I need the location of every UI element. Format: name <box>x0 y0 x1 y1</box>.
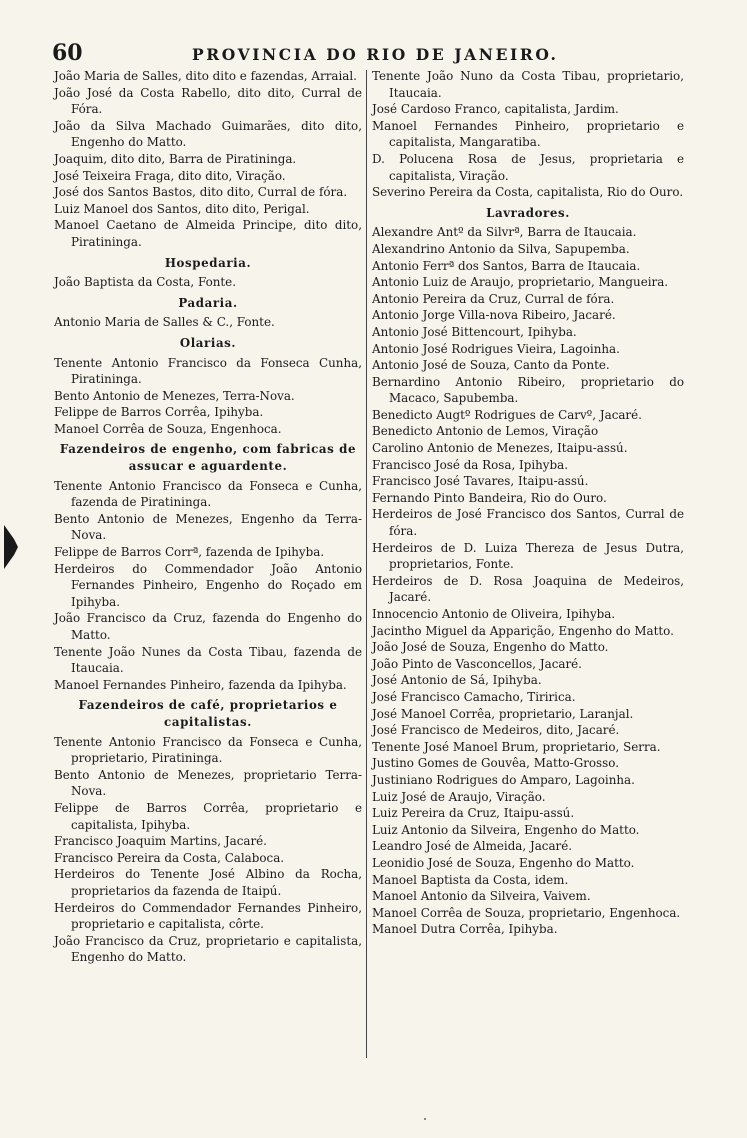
list-item: Carolino Antonio de Menezes, Itaipu-assú. <box>372 441 628 456</box>
ink-bleed-mark <box>4 525 18 569</box>
list-item: Manoel Fernandes Pinheiro, proprietario e capitalista, Mangaratiba. <box>372 118 684 150</box>
list-item: João José da Costa Rabello, dito dito, Curral de Fóra. <box>54 85 362 117</box>
list-item: João Baptista da Costa, Fonte. <box>54 275 236 290</box>
list-item: José Antonio de Sá, Ipihyba. <box>372 673 542 688</box>
list-item: João Maria de Salles, dito dito e fazendas, Arraial. <box>54 69 357 83</box>
list-item: Manoel Corrêa de Souza, Engenhoca. <box>54 421 282 436</box>
right-column <box>372 68 684 938</box>
list-item: Herdeiros do Commendador João Antonio Fernandes Pinheiro, Engenho do Roçado em Ipihyba. <box>54 561 362 609</box>
list-item: Bento Antonio de Menezes, Engenho da Terra-Nova. <box>54 511 362 543</box>
list-item: Francisco José Tavares, Itaipu-assú. <box>372 474 589 489</box>
list-item: Luiz Manoel dos Santos, dito dito, Perigal. <box>54 201 310 216</box>
list-item: José Francisco Camacho, Tiririca. <box>372 689 576 704</box>
list-item: Luiz Pereira da Cruz, Itaipu-assú. <box>372 806 575 821</box>
column-divider <box>366 70 367 1058</box>
list-item: Tenente João Nunes da Costa Tibau, fazenda de Itaucaia. <box>54 644 362 676</box>
list-item: Antonio Ferrª dos Santos, Barra de Itaucaia. <box>372 258 641 273</box>
list-item: José Cardoso Franco, capitalista, Jardim. <box>372 102 619 117</box>
list-item: Manoel Corrêa de Souza, proprietario, Engenhoca. <box>372 905 681 920</box>
list-item: José Francisco de Medeiros, dito, Jacaré. <box>372 723 620 738</box>
list-item: Antonio José Bittencourt, Ipihyba. <box>372 324 577 339</box>
list-item: Manoel Baptista da Costa, idem. <box>372 872 569 887</box>
list-item: Herdeiros do Tenente José Albino da Rocha, proprietarios da fazenda de Itaipú. <box>54 867 362 898</box>
page-number: 60 <box>52 40 83 66</box>
list-item: Manoel Caetano de Almeida Principe, dito dito, Piratininga. <box>54 218 362 249</box>
list-item: Alexandrino Antonio da Silva, Sapupemba. <box>372 241 630 256</box>
list-item: João Francisco da Cruz, proprietario e capitalista, Engenho do Matto. <box>54 933 362 965</box>
list-item: Tenente Antonio Francisco da Fonseca e Cunha, fazenda de Piratininga. <box>54 478 362 510</box>
list-item: Leandro José de Almeida, Jacaré. <box>372 839 573 854</box>
list-item: Bento Antonio de Menezes, proprietario Terra-Nova. <box>54 767 362 799</box>
list-item: Severino Pereira da Costa, capitalista, Rio do Ouro. <box>372 185 684 200</box>
entries-right-continued <box>372 68 684 201</box>
list-item: Francisco Pereira da Costa, Calaboca. <box>54 850 285 865</box>
section-heading-hospedaria: Hospedaria. <box>164 255 252 270</box>
section-heading-olarias: Olarias. <box>179 335 237 350</box>
list-item: Felippe de Barros Corrêa, proprietario e capitalista, Ipihyba. <box>54 800 362 832</box>
left-column <box>54 68 362 966</box>
list-item: Herdeiros do Commendador Fernandes Pinheiro, proprietario e capitalista, côrte. <box>54 900 362 932</box>
list-item: Tenente Antonio Francisco da Fonseca Cunha, Piratininga. <box>54 355 362 387</box>
list-item: Manoel Dutra Corrêa, Ipihyba. <box>372 922 558 937</box>
list-item: João Francisco da Cruz, fazenda do Engenho do Matto. <box>54 611 362 642</box>
lavradores-list <box>372 224 684 938</box>
list-item: Herdeiros de D. Rosa Joaquina de Medeiros, Jacaré. <box>372 573 684 605</box>
list-item: Tenente José Manoel Brum, proprietario, Serra. <box>372 739 661 754</box>
list-item: José Manoel Corrêa, proprietario, Laranjal. <box>372 706 634 721</box>
list-item: Alexandre Antº da Silvrª, Barra de Itaucaia. <box>372 225 637 240</box>
list-item: Fernando Pinto Bandeira, Rio do Ouro. <box>372 490 607 505</box>
list-item: Antonio José Rodrigues Vieira, Lagoinha. <box>372 341 620 356</box>
list-item: Herdeiros de José Francisco dos Santos, Curral de fóra. <box>372 507 684 539</box>
running-title: PROVINCIA DO RIO DE JANEIRO. <box>192 45 559 64</box>
list-item: João Pinto de Vasconcellos, Jacaré. <box>372 656 582 671</box>
list-item: Benedicto Antonio de Lemos, Viração <box>372 424 599 439</box>
list-item: Manoel Fernandes Pinheiro, fazenda da Ipihyba. <box>54 677 347 692</box>
list-item: José Teixeira Fraga, dito dito, Viração. <box>54 168 286 183</box>
list-item: Tenente Antonio Francisco da Fonseca e Cunha, proprietario, Piratininga. <box>54 734 362 766</box>
list-item: Herdeiros de D. Luiza Thereza de Jesus Dutra, proprietarios, Fonte. <box>372 540 684 572</box>
section-heading-engenho: Fazendeiros de engenho, com fabricas de assucar e aguardente. <box>59 442 357 474</box>
list-item: Manoel Antonio da Silveira, Vaivem. <box>372 889 591 904</box>
list-item: D. Polucena Rosa de Jesus, proprietaria e capitalista, Viração. <box>372 151 684 183</box>
list-item: João da Silva Machado Guimarães, dito dito, Engenho do Matto. <box>54 118 362 150</box>
list-item: Bento Antonio de Menezes, Terra-Nova. <box>54 388 295 403</box>
list-item: Joaquim, dito dito, Barra de Piratininga. <box>54 151 297 166</box>
list-item: Justino Gomes de Gouvêa, Matto-Grosso. <box>372 756 619 771</box>
list-item: Bernardino Antonio Ribeiro, proprietario do Macaco, Sapubemba. <box>372 374 684 406</box>
list-item: Felippe de Barros Corrêa, Ipihyba. <box>54 405 264 420</box>
list-item: Leonidio José de Souza, Engenho do Matto. <box>372 855 635 870</box>
list-item: Antonio Maria de Salles & C., Fonte. <box>54 315 275 330</box>
list-item: Francisco Joaquim Martins, Jacaré. <box>54 834 267 849</box>
list-item: Justiniano Rodrigues do Amparo, Lagoinha. <box>372 772 635 787</box>
list-item: Benedicto Augtº Rodrigues de Carvº, Jacaré. <box>372 407 642 422</box>
list-item: Francisco José da Rosa, Ipihyba. <box>372 457 568 472</box>
list-item: Luiz Antonio da Silveira, Engenho do Matto. <box>372 822 640 837</box>
section-heading-padaria: Padaria. <box>178 295 238 310</box>
list-item: Antonio Pereira da Cruz, Curral de fóra. <box>372 291 615 306</box>
list-item: Antonio José de Souza, Canto da Ponte. <box>372 358 610 373</box>
section-heading-cafe: Fazendeiros de café, proprietarios e capitalistas. <box>78 698 338 729</box>
list-item: Felippe de Barros Corrª, fazenda de Ipihyba. <box>54 545 325 560</box>
print-speck <box>424 1118 426 1120</box>
section-heading-lavradores: Lavradores. <box>486 205 570 220</box>
list-item: Innocencio Antonio de Oliveira, Ipihyba. <box>372 607 616 621</box>
list-item: Tenente João Nuno da Costa Tibau, proprietario, Itaucaia. <box>372 69 684 100</box>
entries-left-continued <box>54 68 362 251</box>
list-item: Luiz José de Araujo, Viração. <box>372 789 546 804</box>
list-item: João José de Souza, Engenho do Matto. <box>372 640 609 655</box>
list-item: Jacintho Miguel da Apparição, Engenho do Matto. <box>372 623 674 638</box>
list-item: Antonio Luiz de Araujo, proprietario, Mangueira. <box>372 275 669 290</box>
list-item: José dos Santos Bastos, dito dito, Curral de fóra. <box>54 185 348 200</box>
list-item: Antonio Jorge Villa-nova Ribeiro, Jacaré. <box>372 308 616 323</box>
page-header <box>52 40 682 70</box>
